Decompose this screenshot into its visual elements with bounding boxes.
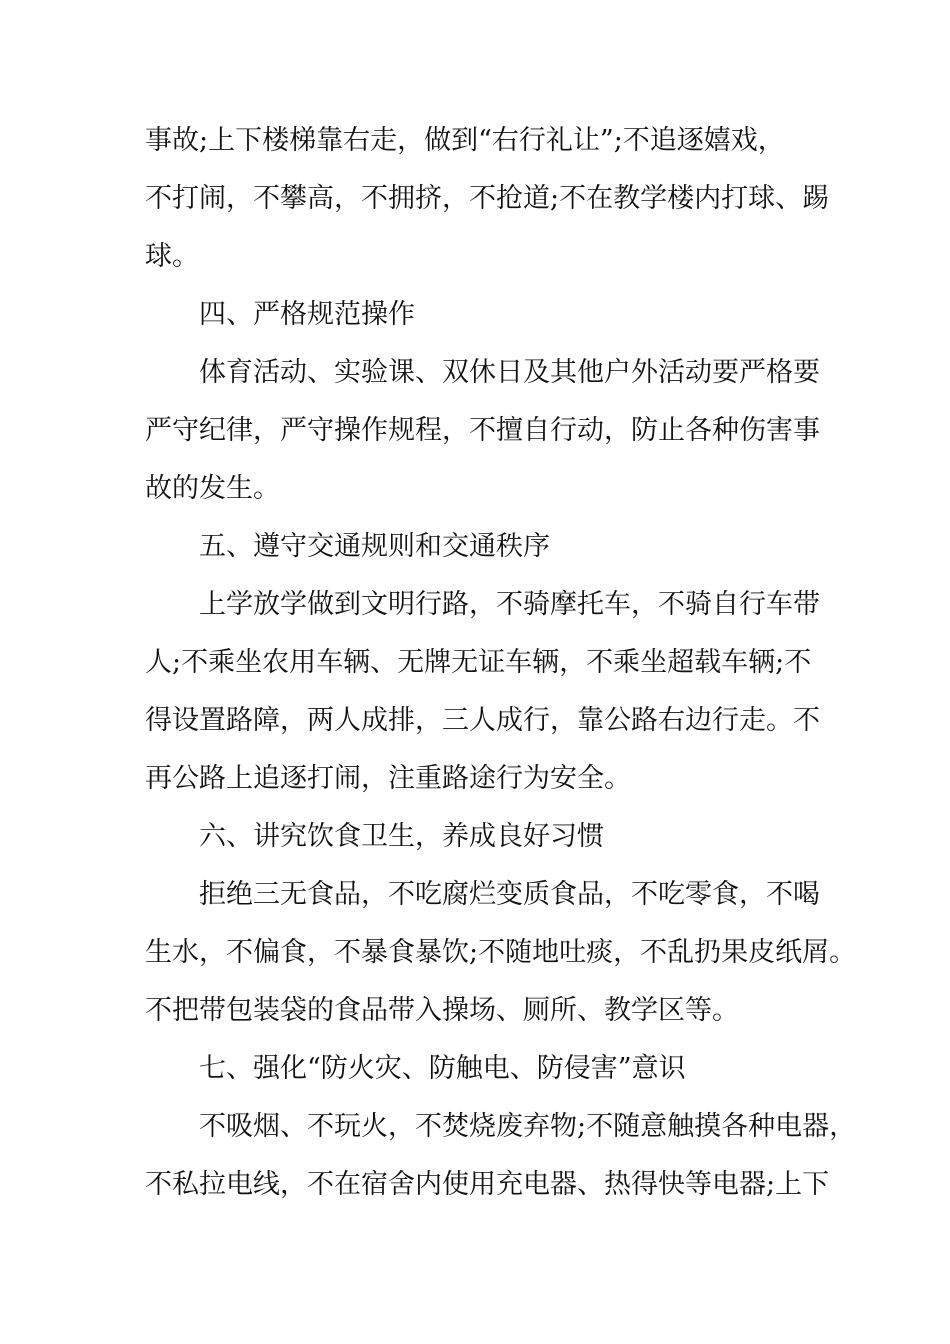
paragraph-line: 得设置路障，两人成排，三人成行，靠公路右边行走。不 xyxy=(145,705,820,736)
paragraph-line: 不把带包装袋的食品带入操场、厕所、教学区等。 xyxy=(145,995,739,1026)
paragraph-line: 事故;上下楼梯靠右走，做到“右行礼让”;不追逐嬉戏， xyxy=(145,125,785,156)
section-heading: 四、严格规范操作 xyxy=(199,299,415,330)
section-heading: 七、强化“防火灾、防触电、防侵害”意识 xyxy=(199,1053,686,1084)
paragraph-line: 体育活动、实验课、双休日及其他户外活动要严格要 xyxy=(199,357,820,388)
paragraph-line: 拒绝三无食品，不吃腐烂变质食品，不吃零食，不喝 xyxy=(199,879,820,910)
paragraph-line: 再公路上追逐打闹，注重路途行为安全。 xyxy=(145,763,631,794)
paragraph-line: 故的发生。 xyxy=(145,473,280,504)
section-heading: 六、讲究饮食卫生，养成良好习惯 xyxy=(199,821,604,852)
paragraph-line: 人;不乘坐农用车辆、无牌无证车辆，不乘坐超载车辆;不 xyxy=(145,647,812,678)
section-heading: 五、遵守交通规则和交通秩序 xyxy=(199,531,550,562)
paragraph-line: 不吸烟、不玩火，不焚烧废弃物;不随意触摸各种电器， xyxy=(199,1111,857,1142)
paragraph-line: 严守纪律，严守操作规程，不擅自行动，防止各种伤害事 xyxy=(145,415,820,446)
paragraph-line: 生水，不偏食，不暴食暴饮;不随地吐痰，不乱扔果皮纸屑。 xyxy=(145,937,857,968)
paragraph-line: 不私拉电线，不在宿舍内使用充电器、热得快等电器;上下 xyxy=(145,1169,830,1200)
paragraph-line: 球。 xyxy=(145,241,199,272)
paragraph-line: 上学放学做到文明行路，不骑摩托车，不骑自行车带 xyxy=(199,589,820,620)
document-body xyxy=(145,112,857,1214)
paragraph-line: 不打闹，不攀高，不拥挤，不抢道;不在教学楼内打球、踢 xyxy=(145,183,830,214)
